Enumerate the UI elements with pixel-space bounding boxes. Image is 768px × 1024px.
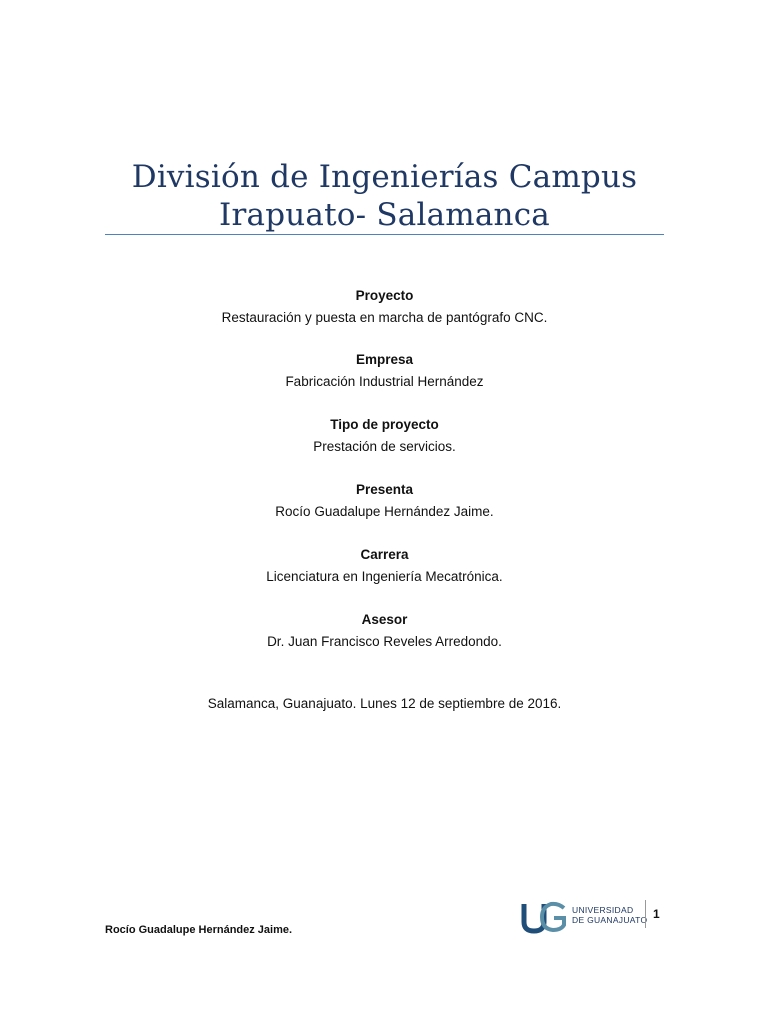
ug-monogram-icon — [520, 900, 570, 934]
page-number-divider — [645, 900, 646, 928]
university-name-line-1: UNIVERSIDAD — [572, 905, 634, 915]
field-value: Restauración y puesta en marcha de pantógrafo CNC. — [221, 310, 548, 325]
title-underline — [105, 234, 664, 235]
field-value: Licenciatura en Ingeniería Mecatrónica. — [266, 569, 503, 584]
university-logo — [520, 900, 648, 934]
field-label: Carrera — [360, 547, 409, 562]
page-number: 1 — [653, 907, 660, 921]
field-value: Prestación de servicios. — [313, 439, 456, 454]
title-line-1: División de Ingenierías Campus — [131, 159, 638, 195]
university-name-line-2: DE GUANAJUATO — [572, 915, 648, 925]
field-label: Empresa — [355, 352, 414, 367]
field-presenta — [105, 480, 664, 522]
field-label: Presenta — [355, 482, 414, 497]
document-title — [105, 158, 664, 234]
field-label: Asesor — [361, 612, 408, 627]
field-carrera — [105, 545, 664, 587]
field-label: Tipo de proyecto — [330, 417, 439, 432]
place-and-date: Salamanca, Guanajuato. Lunes 12 de septiembre de 2016. — [207, 696, 562, 711]
field-asesor — [105, 610, 664, 652]
footer-author: Rocío Guadalupe Hernández Jaime. — [105, 924, 293, 936]
field-empresa — [105, 350, 664, 392]
title-line-2: Irapuato- Salamanca — [219, 197, 550, 233]
field-proyecto — [105, 286, 664, 328]
university-name — [572, 905, 647, 925]
field-value: Dr. Juan Francisco Reveles Arredondo. — [267, 634, 502, 649]
field-value: Fabricación Industrial Hernández — [285, 374, 484, 389]
field-label: Proyecto — [355, 288, 414, 303]
field-tipo-de-proyecto — [105, 415, 664, 457]
field-value: Rocío Guadalupe Hernández Jaime. — [275, 504, 494, 519]
